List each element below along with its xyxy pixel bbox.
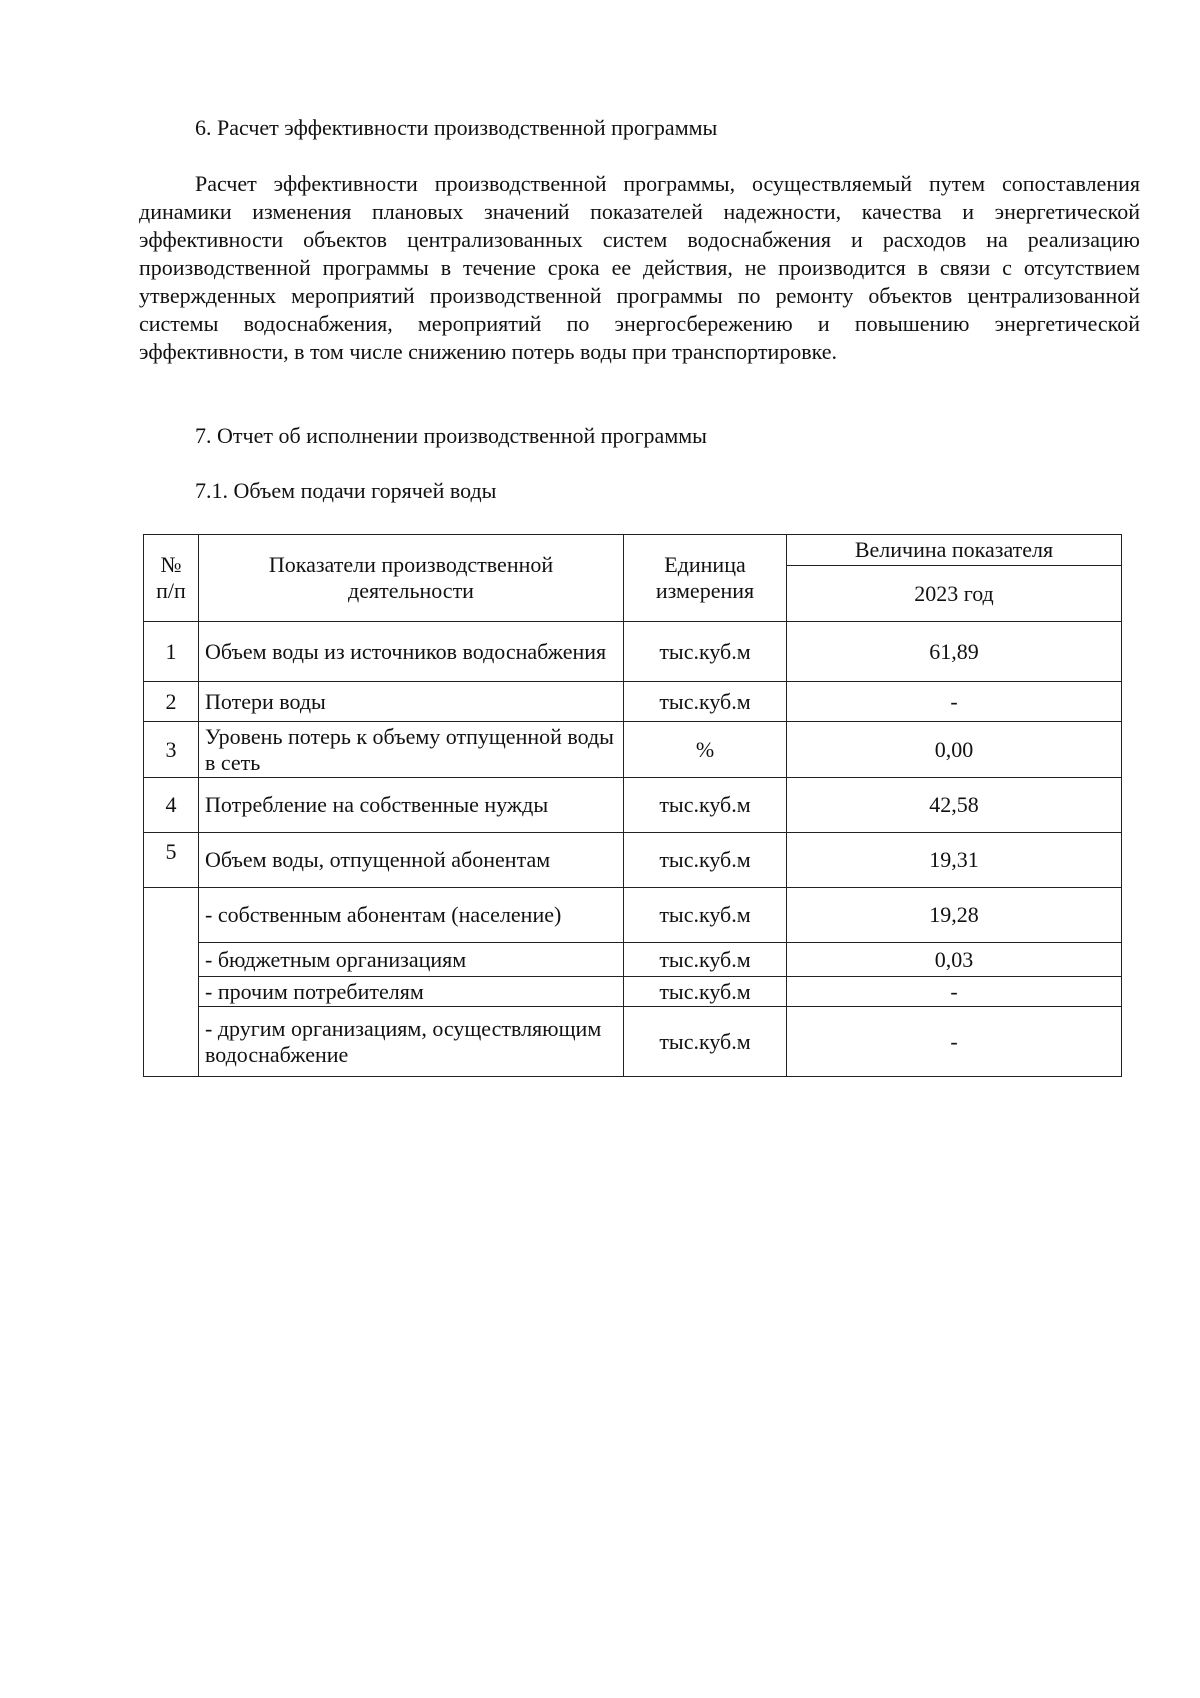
row-indicator: - другим организациям, осуществляющим водоснабжение	[199, 1007, 624, 1077]
table-row	[144, 888, 1122, 943]
row-value: 0,03	[787, 943, 1122, 977]
table-row	[144, 778, 1122, 833]
row-indicator: Потребление на собственные нужды	[199, 778, 624, 833]
row-indicator: - собственным абонентам (население)	[199, 888, 624, 943]
row-indicator: Объем воды из источников водоснабжения	[199, 622, 624, 682]
row-num	[144, 977, 199, 1007]
row-num: 2	[144, 682, 199, 722]
row-indicator: - бюджетным организациям	[199, 943, 624, 977]
section-6-title: 6. Расчет эффективности производственной программы	[195, 115, 718, 140]
row-indicator: Уровень потерь к объему отпущенной воды в сеть	[199, 722, 624, 778]
header-value-group: Величина показателя	[787, 535, 1122, 566]
row-value: -	[787, 682, 1122, 722]
row-num: 5	[144, 833, 199, 888]
row-unit: тыс.куб.м	[624, 622, 787, 682]
row-indicator: - прочим потребителям	[199, 977, 624, 1007]
row-value: 19,31	[787, 833, 1122, 888]
row-unit: тыс.куб.м	[624, 888, 787, 943]
table-row	[144, 622, 1122, 682]
row-num	[144, 943, 199, 977]
row-unit: тыс.куб.м	[624, 833, 787, 888]
section-7-title: 7. Отчет об исполнении производственной программы	[195, 423, 707, 448]
row-value: -	[787, 977, 1122, 1007]
row-num: 1	[144, 622, 199, 682]
table-row	[144, 833, 1122, 888]
row-value: -	[787, 1007, 1122, 1077]
header-unit: Единица измерения	[624, 535, 787, 622]
row-indicator: Объем воды, отпущенной абонентам	[199, 833, 624, 888]
row-indicator: Потери воды	[199, 682, 624, 722]
table-row	[144, 722, 1122, 778]
hot-water-supply-table	[143, 534, 1122, 1077]
row-value: 42,58	[787, 778, 1122, 833]
row-unit: тыс.куб.м	[624, 943, 787, 977]
table-row	[144, 943, 1122, 977]
row-value: 61,89	[787, 622, 1122, 682]
row-num	[144, 1007, 199, 1077]
section-6-paragraph: Расчет эффективности производственной программы, осуществляемый путем сопоставления динамики изменения плановых значений показателей надежности, качества и энергетической эффективности объектов централизованных систем водоснабжения и расходов на реализацию производственной программы в течение срока ее действия, не производится в связи с отсутствием утвержденных мероприятий производственной программы по ремонту объектов централизованной системы водоснабжения, мероприятий по энергосбережению и повышению энергетической эффективности, в том числе снижению потерь воды при транспортировке.	[139, 171, 1140, 364]
row-unit: %	[624, 722, 787, 778]
row-unit: тыс.куб.м	[624, 682, 787, 722]
table-row	[144, 977, 1122, 1007]
row-unit: тыс.куб.м	[624, 778, 787, 833]
row-unit: тыс.куб.м	[624, 1007, 787, 1077]
header-indicator: Показатели производственной деятельности	[199, 535, 624, 622]
row-num	[144, 888, 199, 943]
header-num: № п/п	[144, 535, 199, 622]
row-value: 0,00	[787, 722, 1122, 778]
row-value: 19,28	[787, 888, 1122, 943]
row-num: 4	[144, 778, 199, 833]
row-unit: тыс.куб.м	[624, 977, 787, 1007]
row-num: 3	[144, 722, 199, 778]
header-year: 2023 год	[787, 566, 1122, 622]
section-7-1-title: 7.1. Объем подачи горячей воды	[195, 478, 497, 503]
table-row	[144, 1007, 1122, 1077]
table-row	[144, 682, 1122, 722]
